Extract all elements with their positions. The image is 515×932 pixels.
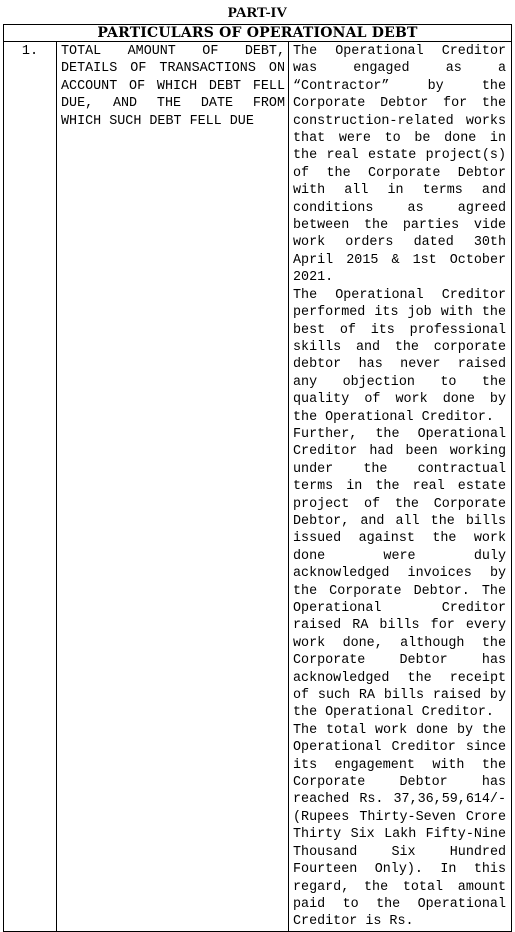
table-row [4,42,512,932]
row-description [289,42,512,932]
description-paragraph: The Operational Creditor was engaged as a “Contractor” by the Corporate Debtor for the construction-related works that were to be done in the real estate project(s) of the Corporate Debtor with all in terms and conditions as agreed between the parties vide work orders dated 30th April 2015 & 1st October 2021. [293,44,507,286]
description-paragraph: The total work done by the Operational Creditor since its engagement with the Corporate Debtor has reached Rs. 37,36,59,614/- (Rupees Thirty-Seven Crore Thirty Six Lakh Fifty-Nine Thousand Six Hundred Fourteen Only). In this regard, the total amount paid to the Operational Creditor is Rs. [293,722,507,930]
part-title: PART-IV [227,5,288,21]
row-label: TOTAL AMOUNT OF DEBT, DETAILS OF TRANSACTIONS ON ACCOUNT OF WHICH DEBT FELL DUE, AND THE DATE FROM WHICH SUCH DEBT FELL DUE [57,42,289,932]
description-paragraph: The Operational Creditor performed its job with the best of its professional skills and the corporate debtor has never raised any objection to the quality of work done by the Operational Creditor. [293,287,507,425]
table-header-row [4,25,512,42]
table-header: PARTICULARS OF OPERATIONAL DEBT [4,25,512,42]
operational-debt-table [3,24,512,932]
description-paragraph: Further, the Operational Creditor had been working under the contractual terms in the real estate project of the Corporate Debtor, and all the bills issued against the work done were duly acknowledged invoices by the Corporate Debtor. The Operational Creditor raised RA bills for every work done, although the Corporate Debtor has acknowledged the receipt of such RA bills raised by the Operational Creditor. [293,426,507,721]
row-number: 1. [4,42,57,932]
